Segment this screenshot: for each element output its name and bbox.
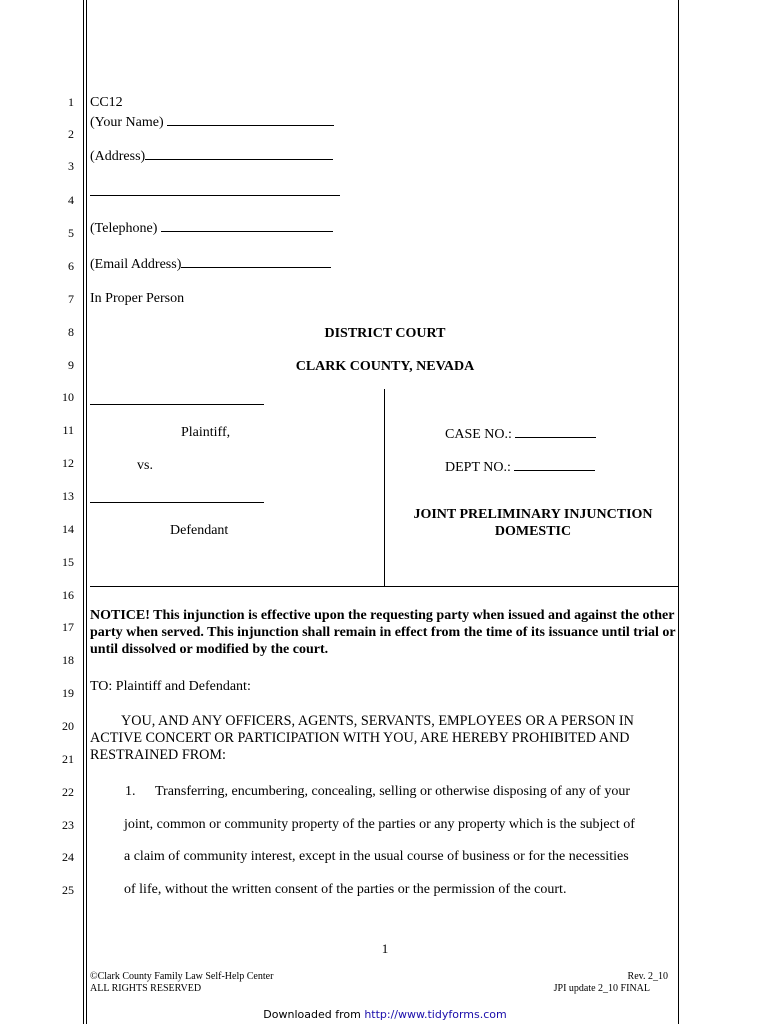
- line-number: 16: [62, 588, 74, 602]
- line-number: 20: [62, 719, 74, 733]
- prohibition-paragraph: YOU, AND ANY OFFICERS, AGENTS, SERVANTS, EMPLOYEES OR A PERSON IN ACTIVE CONCERT OR PARTICIPATION WITH YOU, ARE HEREBY PROHIBITED AND RESTRAINED FROM:: [90, 713, 634, 763]
- form-code: CC12: [90, 95, 123, 110]
- defendant-label: Defendant: [170, 523, 229, 538]
- line-number: 11: [62, 423, 74, 437]
- rights-notice: ALL RIGHTS RESERVED: [90, 983, 202, 994]
- line-number: 12: [62, 456, 74, 470]
- address-field[interactable]: [90, 146, 333, 165]
- line-number: 21: [62, 752, 74, 766]
- line-number: 19: [62, 686, 74, 700]
- telephone-field[interactable]: [90, 218, 333, 237]
- right-margin-line: [678, 0, 679, 1024]
- dept-number-label: DEPT NO.:: [445, 460, 511, 475]
- line-number: 5: [68, 226, 74, 240]
- revision-label: Rev. 2_10: [627, 971, 668, 982]
- line-number: 9: [68, 358, 74, 372]
- line-number: 15: [62, 555, 74, 569]
- line-number: 24: [62, 850, 74, 864]
- line-number: 22: [62, 785, 74, 799]
- line-number: 17: [62, 620, 74, 634]
- address-label: (Address): [90, 149, 146, 164]
- left-margin-line-inner: [86, 0, 87, 1024]
- page-number: 1: [381, 941, 389, 956]
- line-number: 13: [62, 489, 74, 503]
- item-text-line: a claim of community interest, except in the usual course of business or for the necessities: [124, 849, 629, 864]
- line-number: 18: [62, 653, 74, 667]
- caption-divider: [384, 389, 385, 586]
- email-blank[interactable]: [181, 254, 331, 268]
- plaintiff-name-line[interactable]: [90, 404, 264, 405]
- case-number-blank[interactable]: [515, 424, 596, 438]
- line-number: 3: [68, 159, 74, 173]
- item-text-line: Transferring, encumbering, concealing, selling or otherwise disposing of any of your: [155, 784, 630, 799]
- download-link[interactable]: http://www.tidyforms.com: [364, 1008, 507, 1021]
- line-number: 10: [62, 390, 74, 404]
- download-prefix: Downloaded from: [263, 1008, 361, 1021]
- download-credit: [0, 1008, 770, 1021]
- plaintiff-label: Plaintiff,: [181, 425, 231, 440]
- update-label: JPI update 2_10 FINAL: [553, 983, 650, 994]
- line-number: 25: [62, 883, 74, 897]
- addressee-line: TO: Plaintiff and Defendant:: [90, 679, 251, 694]
- case-number-field[interactable]: [445, 424, 596, 443]
- address-line-2[interactable]: [90, 195, 340, 196]
- line-number: 6: [68, 259, 74, 273]
- item-text-line: of life, without the written consent of the parties or the permission of the court.: [124, 882, 567, 897]
- versus-label: vs.: [137, 458, 153, 473]
- line-number: 1: [68, 95, 74, 109]
- address-blank[interactable]: [145, 146, 333, 160]
- caption-bottom-rule: [90, 586, 678, 587]
- line-number: 4: [68, 193, 74, 207]
- item-text-line: joint, common or community property of the parties or any property which is the subject of: [124, 817, 635, 832]
- telephone-blank[interactable]: [161, 218, 333, 232]
- name-label: (Your Name): [90, 115, 164, 130]
- proper-person-label: In Proper Person: [90, 291, 185, 306]
- telephone-label: (Telephone): [90, 221, 158, 236]
- court-county: CLARK COUNTY, NEVADA: [295, 359, 475, 374]
- left-margin-line-outer: [83, 0, 84, 1024]
- email-label: (Email Address): [90, 257, 182, 272]
- defendant-name-line[interactable]: [90, 502, 264, 503]
- document-title-line2: DOMESTIC: [494, 524, 572, 539]
- name-field[interactable]: [90, 112, 334, 131]
- line-number: 23: [62, 818, 74, 832]
- email-field[interactable]: [90, 254, 331, 273]
- case-number-label: CASE NO.:: [445, 427, 512, 442]
- copyright-notice: ©Clark County Family Law Self-Help Center: [90, 971, 274, 982]
- line-number: 2: [68, 127, 74, 141]
- document-title-line1: JOINT PRELIMINARY INJUNCTION: [413, 507, 653, 522]
- dept-number-blank[interactable]: [514, 457, 595, 471]
- notice-paragraph: NOTICE! This injunction is effective upon the requesting party when issued and against the other party when served. This injunction shall remain in effect from the time of its issuance until trial or until dissolved or modified by the court.: [90, 608, 676, 657]
- name-blank[interactable]: [167, 112, 334, 126]
- court-name: DISTRICT COURT: [324, 326, 446, 341]
- line-number: 14: [62, 522, 74, 536]
- line-number: 8: [68, 325, 74, 339]
- item-number: 1.: [125, 784, 136, 799]
- dept-number-field[interactable]: [445, 457, 595, 476]
- line-number: 7: [68, 292, 74, 306]
